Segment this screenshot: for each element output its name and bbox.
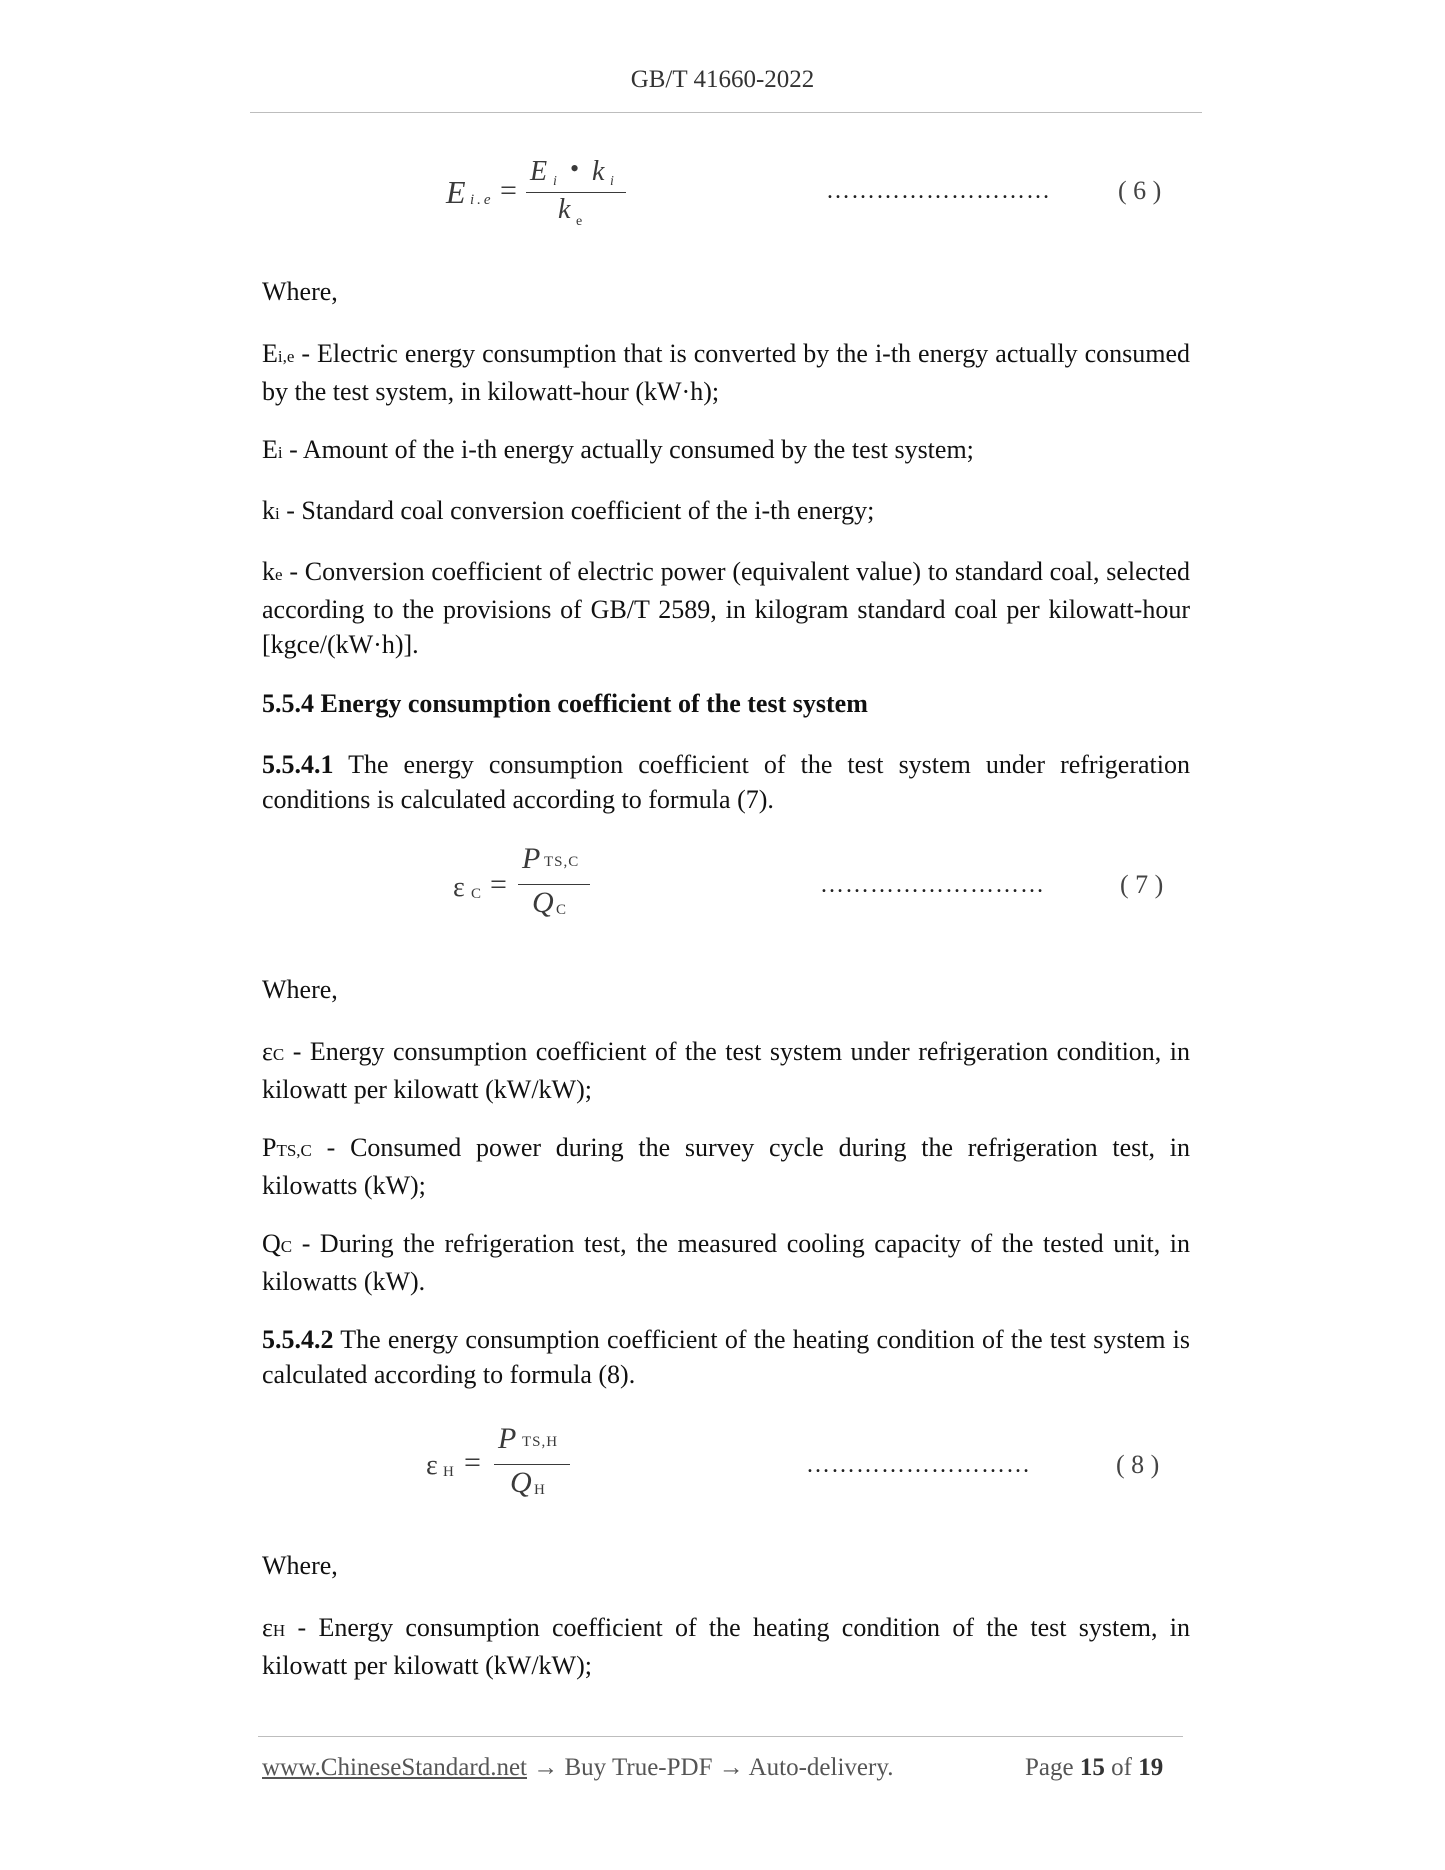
paragraph-5-5-4-2: [262, 1322, 1190, 1392]
definition-text: - Amount of the i-th energy actually consumed by the test system;: [282, 435, 974, 464]
definition-subscript: e: [275, 565, 283, 584]
definition-text: - Standard coal conversion coefficient of the i-th energy;: [279, 496, 875, 525]
formula6-fraction-bar: [526, 192, 626, 193]
definition-text: - Energy consumption coefficient of the test system under refrigeration condition, in kilowatt per kilowatt (kW/kW);: [262, 1037, 1190, 1104]
formula6-numerator-k: k: [592, 156, 605, 187]
chinesestandard-link[interactable]: www.ChineseStandard.net: [262, 1754, 527, 1781]
definition-subscript: TS,C: [276, 1141, 312, 1160]
formula7-number: ( 7 ): [1120, 870, 1164, 899]
where-label-2: Where,: [262, 975, 338, 1004]
formula7-denominator-subscript: C: [556, 902, 567, 918]
formula7-numerator-subscript: TS,C: [544, 854, 580, 870]
definition-subscript: H: [272, 1621, 286, 1640]
definition-epsH: [262, 1610, 1190, 1683]
document-header-id: GB/T 41660-2022: [630, 66, 815, 93]
definition-symbol: E: [262, 339, 278, 368]
definition-subscript: i: [275, 504, 280, 523]
definition-subscript: C: [280, 1237, 293, 1256]
formula6-numerator-sub-i: i: [553, 174, 557, 189]
formula6-equals: =: [500, 174, 517, 207]
definition-subscript: i,e: [277, 347, 295, 366]
page-number: 15: [1079, 1754, 1105, 1781]
auto-delivery-text: Auto-delivery.: [748, 1754, 894, 1781]
formula7-numerator-P: P: [522, 842, 541, 875]
definition-symbol: ε: [262, 1037, 273, 1066]
formula6-denominator-k: k: [558, 194, 571, 225]
formula7-leader-dots: ………………………: [820, 872, 1045, 898]
definition-subscript: C: [272, 1045, 285, 1064]
formula8-numerator-subscript: TS,H: [522, 1434, 559, 1450]
where-label-3: Where,: [262, 1551, 338, 1580]
clause-text: The energy consumption coefficient of the test system under refrigeration conditions is calculated according to formula (7).: [262, 750, 1190, 814]
formula6-multiply-dot: •: [570, 154, 580, 183]
definition-symbol: k: [262, 557, 275, 586]
definition-Eie: [262, 336, 1190, 409]
buy-true-pdf-text: Buy True-PDF: [564, 1754, 713, 1781]
formula8-denominator-Q: Q: [510, 1466, 532, 1499]
formula6-number: ( 6 ): [1118, 176, 1162, 205]
page-indicator: [1025, 1754, 1163, 1782]
arrow-right-icon: →: [527, 1754, 565, 1781]
footer-links: [262, 1754, 893, 1782]
definition-text: - Conversion coefficient of electric power (equivalent value) to standard coal, selected according to the provisions of GB/T 2589, in kilogram standard coal per kilowatt-hour [kgce/(kW·h)].: [262, 557, 1190, 659]
footer-divider: [258, 1736, 1183, 1737]
definition-QC: [262, 1226, 1190, 1299]
definition-symbol: k: [262, 496, 275, 525]
page-word: Page: [1025, 1754, 1080, 1781]
section-heading-5-5-4: 5.5.4 Energy consumption coefficient of the test system: [262, 689, 868, 718]
formula-7: [0, 842, 1445, 932]
definition-ke: [262, 554, 1190, 662]
definition-PTSC: [262, 1130, 1190, 1203]
formula8-fraction-bar: [494, 1464, 570, 1465]
formula8-numerator-P: P: [498, 1422, 517, 1455]
formula7-fraction-bar: [518, 884, 590, 885]
clause-number: 5.5.4.1: [262, 750, 334, 779]
formula6-lhs-symbol: E: [446, 174, 466, 210]
formula-8: [0, 1418, 1445, 1508]
definition-text: - During the refrigeration test, the measured cooling capacity of the tested unit, in kilowatts (kW).: [262, 1229, 1190, 1296]
of-word: of: [1104, 1754, 1139, 1781]
formula8-number: ( 8 ): [1116, 1450, 1160, 1479]
definition-text: - Consumed power during the survey cycle during the refrigeration test, in kilowatts (kW);: [262, 1133, 1190, 1200]
formula8-lhs-symbol: ε: [426, 1450, 438, 1481]
definition-symbol: P: [262, 1133, 277, 1162]
formula6-numerator-E: E: [530, 156, 548, 187]
arrow-right-icon: →: [712, 1754, 749, 1781]
formula7-denominator-Q: Q: [532, 886, 554, 919]
formula8-equals: =: [464, 1446, 481, 1479]
definition-text: - Electric energy consumption that is converted by the i-th energy actually consumed by the test system, in kilowatt-hour (kW·h);: [262, 339, 1190, 406]
formula7-lhs-symbol: ε: [453, 872, 465, 903]
definition-subscript: i: [277, 443, 283, 462]
definition-symbol: Q: [262, 1229, 281, 1258]
paragraph-5-5-4-1: [262, 747, 1190, 817]
formula6-numerator-sub-i2: i: [610, 174, 614, 189]
formula6-denominator-sub: e: [576, 214, 583, 229]
definition-ki: [262, 493, 1190, 531]
formula7-equals: =: [490, 868, 507, 901]
definition-text: - Energy consumption coefficient of the heating condition of the test system, in kilowatt per kilowatt (kW/kW);: [262, 1613, 1190, 1680]
where-label-1: Where,: [262, 277, 338, 306]
formula7-lhs-subscript: C: [471, 886, 482, 902]
clause-number: 5.5.4.2: [262, 1325, 334, 1354]
formula6-lhs-subscript: i.e: [470, 192, 494, 208]
formula8-lhs-subscript: H: [443, 1464, 454, 1480]
definition-symbol: E: [262, 435, 278, 464]
formula8-leader-dots: ………………………: [806, 1452, 1031, 1478]
page-total: 19: [1138, 1754, 1164, 1781]
formula8-denominator-subscript: H: [534, 1482, 545, 1498]
definition-symbol: ε: [262, 1613, 273, 1642]
definition-Ei: [262, 432, 1190, 470]
formula-6: [0, 148, 1445, 238]
definition-epsC: [262, 1034, 1190, 1107]
formula6-leader-dots: ………………………: [826, 178, 1051, 204]
clause-text: The energy consumption coefficient of the heating condition of the test system is calculated according to formula (8).: [262, 1325, 1190, 1389]
header-divider: [250, 112, 1202, 113]
